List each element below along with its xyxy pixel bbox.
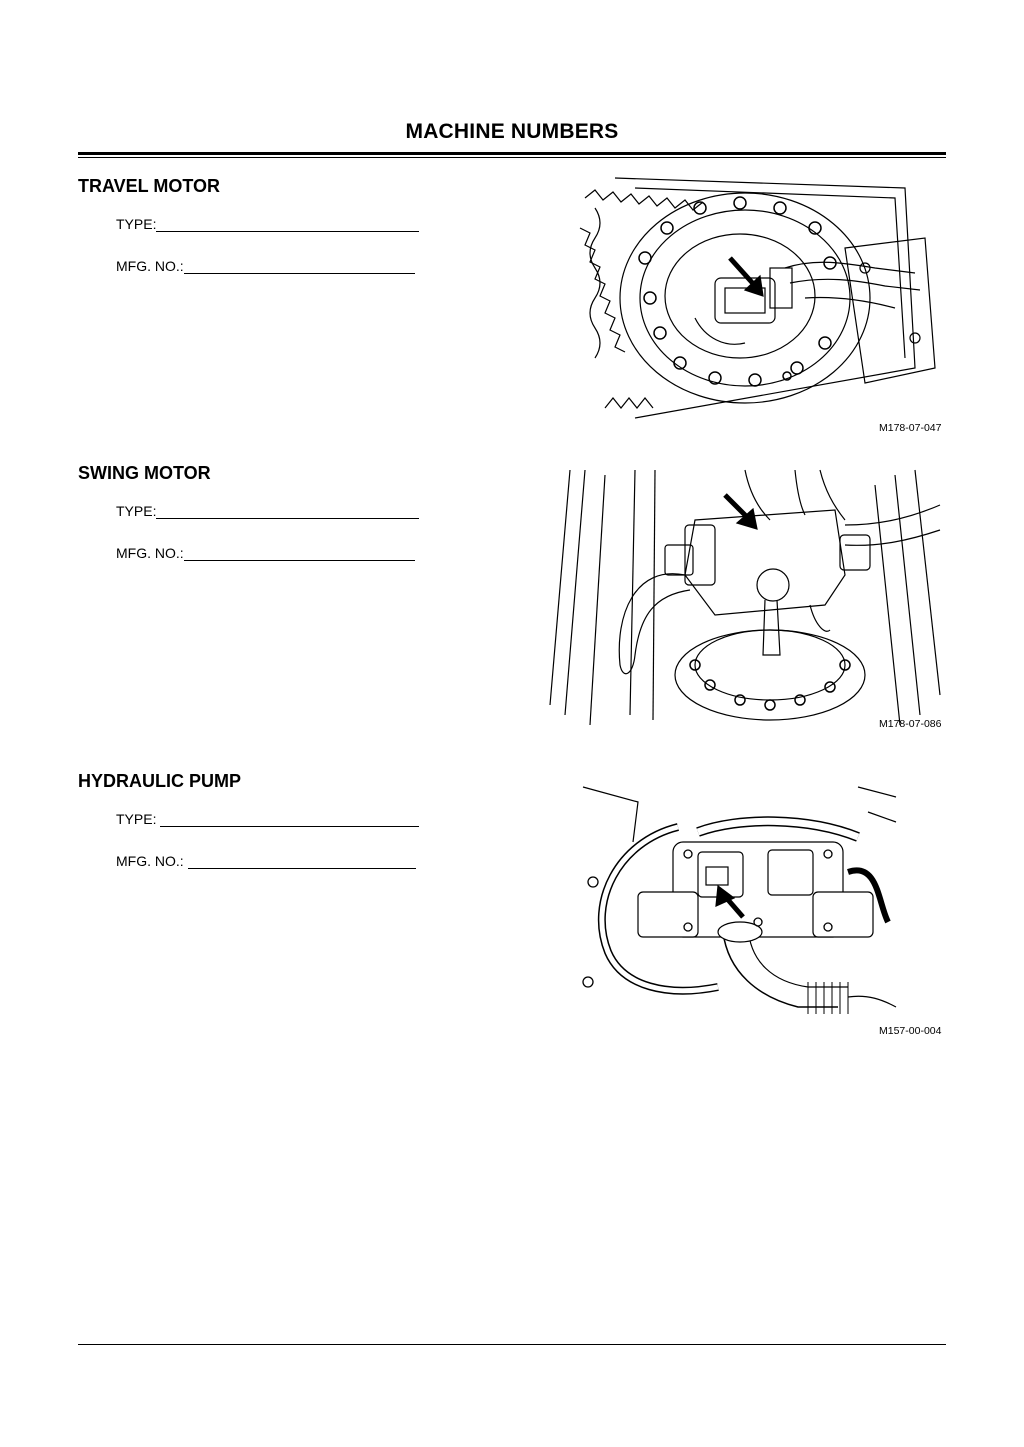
swing-motor-mfg-field[interactable] [116, 545, 415, 561]
figure-code: M178-07-047 [879, 422, 942, 434]
header-rule-thin [78, 157, 946, 158]
hydraulic-pump-type-field[interactable] [116, 811, 419, 827]
travel-motor-mfg-field[interactable] [116, 258, 415, 274]
hydraulic-pump-title: HYDRAULIC PUMP [78, 771, 242, 791]
swing-motor-illustration [545, 465, 947, 733]
figure-code: M157-00-004 [879, 1025, 942, 1037]
type-label: TYPE: [116, 503, 157, 519]
footer-rule [78, 1344, 946, 1345]
travel-motor-illustration [575, 168, 947, 420]
mfg-label: MFG. NO.: [116, 545, 184, 561]
mfg-entry-line[interactable] [188, 854, 416, 869]
travel-motor-title: TRAVEL MOTOR [78, 176, 221, 196]
type-label: TYPE: [116, 811, 161, 827]
mfg-label: MFG. NO.: [116, 853, 188, 869]
type-entry-line[interactable] [160, 812, 419, 827]
mfg-label: MFG. NO.: [116, 258, 184, 274]
type-entry-line[interactable] [156, 504, 419, 519]
hydraulic-pump-illustration [578, 782, 898, 1022]
header-rule-thick [78, 152, 946, 155]
mfg-entry-line[interactable] [184, 546, 415, 561]
page-title: MACHINE NUMBERS [405, 120, 619, 143]
swing-motor-title: SWING MOTOR [78, 463, 211, 483]
type-label: TYPE: [116, 216, 157, 232]
hydraulic-pump-mfg-field[interactable] [116, 853, 416, 869]
type-entry-line[interactable] [156, 217, 419, 232]
figure-code: M178-07-086 [879, 718, 942, 730]
travel-motor-type-field[interactable] [116, 216, 419, 232]
mfg-entry-line[interactable] [184, 259, 415, 274]
swing-motor-type-field[interactable] [116, 503, 419, 519]
